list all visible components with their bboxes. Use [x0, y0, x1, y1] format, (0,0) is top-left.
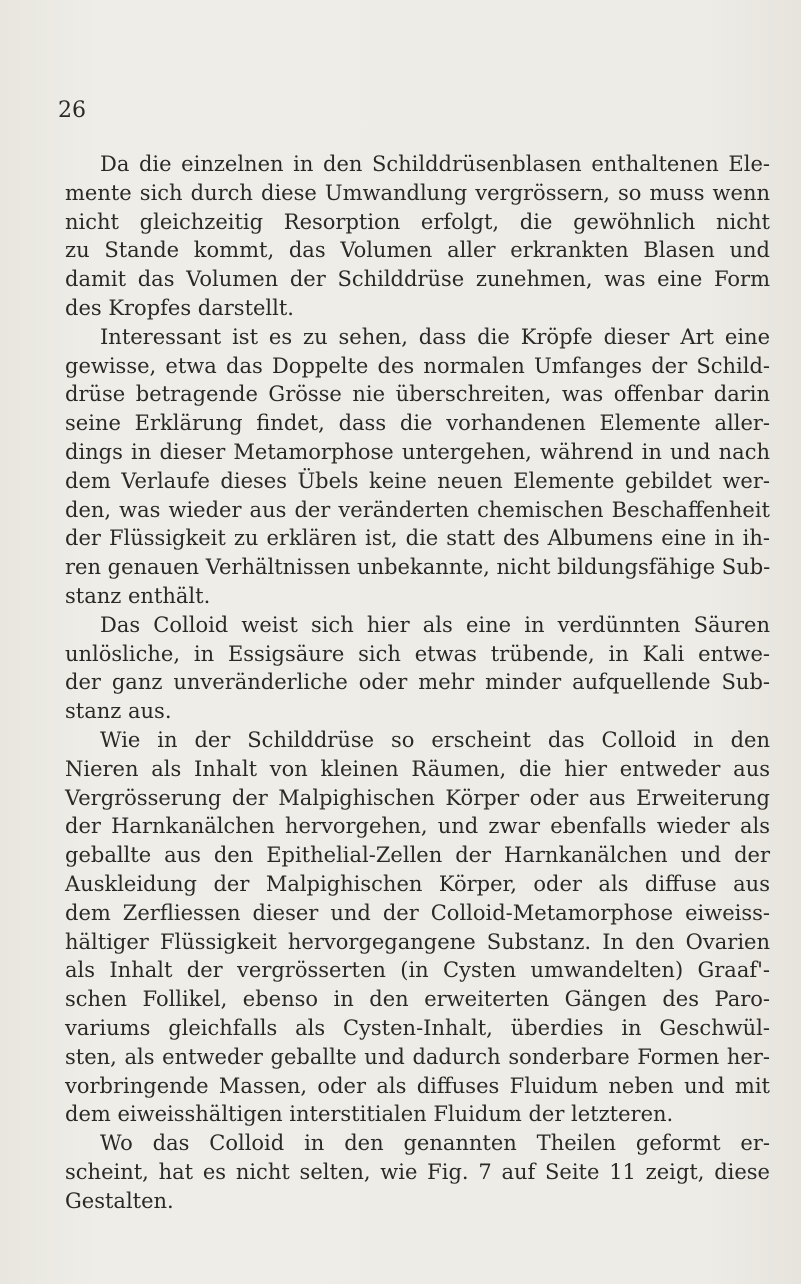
text-line: geballte aus den Epithelial-Zellen der Harnkanälchen und der: [65, 843, 770, 868]
text-line: Gestalten.: [65, 1188, 174, 1213]
text-line: der Flüssigkeit zu erklären ist, die statt des Albumens eine in ih-: [65, 526, 770, 551]
text-line: drüse betragende Grösse nie überschreiten, was offenbar darin: [65, 382, 770, 407]
text-line: Auskleidung der Malpighischen Körper, oder als diffuse aus: [65, 871, 770, 896]
text-line: zu Stande kommt, das Volumen aller erkrankten Blasen und: [65, 238, 770, 263]
text-line: vorbringende Massen, oder als diffuses Fluidum neben und mit: [65, 1073, 770, 1098]
text-line: des Kropfes darstellt.: [65, 295, 294, 320]
text-line: schen Follikel, ebenso in den erweiterten Gängen des Paro-: [65, 987, 770, 1012]
text-line: der Harnkanälchen hervorgehen, und zwar ebenfalls wieder als: [65, 814, 770, 839]
text-line: dem Verlaufe dieses Übels keine neuen Elemente gebildet wer-: [65, 468, 770, 493]
body-text: [65, 150, 770, 1215]
text-line: gewisse, etwa das Doppelte des normalen Umfanges der Schild-: [65, 353, 770, 378]
text-line: mente sich durch diese Umwandlung vergrössern, so muss wenn: [65, 180, 770, 205]
text-line: dem Zerfliessen dieser und der Colloid-Metamorphose eiweiss-: [65, 900, 770, 925]
text-line: hältiger Flüssigkeit hervorgegangene Substanz. In den Ovarien: [65, 929, 770, 954]
text-line: den, was wieder aus der veränderten chemischen Beschaffenheit: [65, 497, 770, 522]
text-line: ren genauen Verhältnissen unbekannte, nicht bildungsfähige Sub-: [65, 555, 771, 580]
text-line: seine Erklärung findet, dass die vorhandenen Elemente aller-: [65, 411, 770, 436]
text-line: damit das Volumen der Schilddrüse zunehmen, was eine Form: [65, 267, 770, 292]
page-number: 26: [58, 98, 86, 123]
text-line: Da die einzelnen in den Schilddrüsenblasen enthaltenen Ele-: [100, 152, 770, 176]
text-line: Nieren als Inhalt von kleinen Räumen, die hier entweder aus: [65, 756, 770, 781]
text-line: als Inhalt der vergrösserten (in Cysten umwandelten) Graaf'-: [65, 958, 770, 983]
text-line: sten, als entweder geballte und dadurch sonderbare Formen her-: [65, 1044, 770, 1069]
text-line: nicht gleichzeitig Resorption erfolgt, die gewöhnlich nicht: [65, 209, 770, 234]
text-line: Wie in der Schilddrüse so erscheint das Colloid in den: [100, 727, 770, 752]
text-line: stanz enthält.: [65, 583, 211, 608]
text-line: dings in dieser Metamorphose untergehen, während in und nach: [65, 439, 770, 464]
text-line: stanz aus.: [65, 699, 172, 724]
text-line: Das Colloid weist sich hier als eine in verdünnten Säuren: [100, 612, 770, 637]
text-line: dem eiweisshältigen interstitialen Fluidum der letzteren.: [65, 1102, 674, 1127]
text-line: der ganz unveränderliche oder mehr minder aufquellende Sub-: [65, 670, 770, 695]
text-line: unlösliche, in Essigsäure sich etwas trübende, in Kali entwe-: [65, 641, 770, 666]
text-line: variums gleichfalls als Cysten-Inhalt, überdies in Geschwül-: [65, 1015, 770, 1040]
text-line: Interessant ist es zu sehen, dass die Kröpfe dieser Art eine: [100, 324, 770, 349]
text-line: scheint, hat es nicht selten, wie Fig. 7 auf Seite 11 zeigt, diese: [65, 1159, 770, 1184]
text-line: Vergrösserung der Malpighischen Körper oder aus Erweiterung: [65, 785, 770, 810]
text-line: Wo das Colloid in den genannten Theilen geformt er-: [100, 1131, 770, 1156]
